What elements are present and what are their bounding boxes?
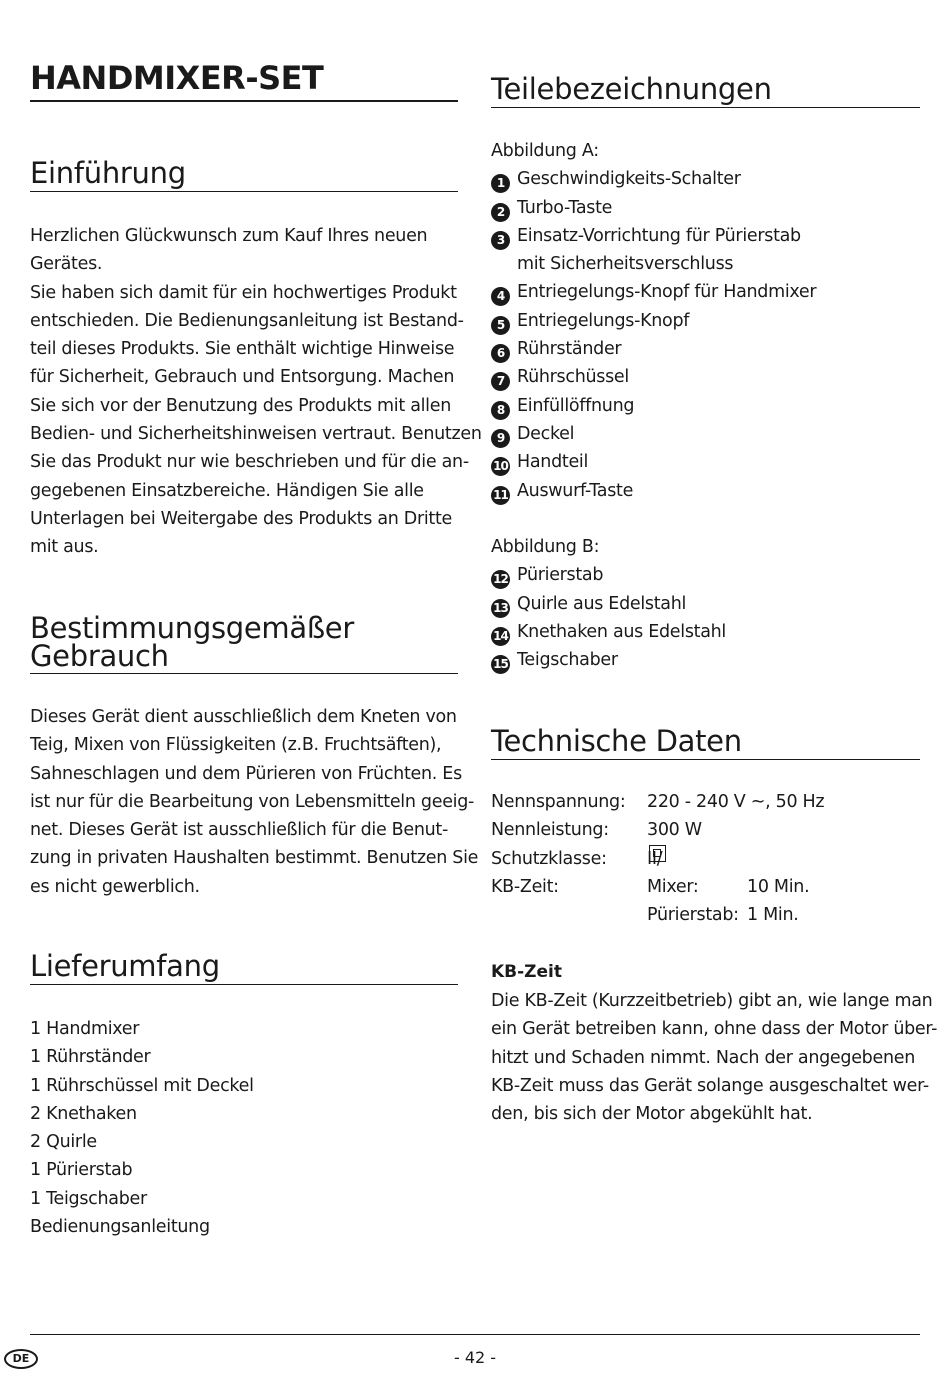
spec-value: 300 W: [647, 820, 702, 841]
list-item: 1 Rührschüssel mit Deckel: [30, 1075, 254, 1096]
text-line: mit aus.: [30, 537, 99, 558]
text-line: Sie haben sich damit für ein hochwertiges Produkt: [30, 282, 457, 303]
text-line: Sie das Produkt nur wie beschrieben und für die an-: [30, 452, 469, 473]
text-line: zung in privaten Haushalten bestimmt. Benutzen Sie: [30, 848, 479, 869]
number-badge: 11: [491, 486, 510, 505]
spec-row-class: [491, 845, 920, 873]
scope-list: [30, 1015, 458, 1241]
part-label: Teigschaber: [517, 650, 618, 671]
part-label: Handteil: [517, 452, 589, 473]
figure-a-label: Abbildung A:: [491, 141, 599, 161]
list-item: 2 Knethaken: [30, 1103, 137, 1124]
list-item: [491, 561, 920, 589]
part-label: Rührschüssel: [517, 367, 629, 388]
list-item: [491, 165, 920, 193]
part-label: Einsatz-Vorrichtung für Pürierstab: [517, 225, 801, 246]
part-label: Knethaken aus Edelstahl: [517, 621, 726, 642]
list-item: 2 Quirle: [30, 1132, 97, 1153]
part-label: Entriegelungs-Knopf für Handmixer: [517, 282, 817, 303]
list-item: [491, 278, 920, 306]
protection-class-ii-icon: [649, 845, 666, 862]
part-label: Auswurf-Taste: [517, 480, 634, 501]
kb-text: [491, 987, 938, 1128]
text-line: Sie sich vor der Benutzung des Produkts mit allen: [30, 395, 451, 416]
text-line: ist nur für die Bearbeitung von Lebensmitteln geeig-: [30, 791, 475, 812]
list-item: [491, 222, 920, 250]
text-line: für Sicherheit, Gebrauch und Entsorgung. Machen: [30, 367, 455, 388]
part-label: mit Sicherheitsverschluss: [517, 254, 734, 275]
number-badge: 1: [491, 174, 510, 193]
text-line: gegebenen Einsatzbereiche. Händigen Sie alle: [30, 480, 424, 501]
list-item: [491, 646, 920, 674]
text-line: Dieses Gerät dient ausschließlich dem Kneten von: [30, 707, 457, 727]
section-heading-scope: Lieferumfang: [30, 951, 458, 985]
text-line: es nicht gewerblich.: [30, 876, 200, 897]
parts-list-b: [491, 533, 920, 674]
number-badge: 8: [491, 401, 510, 420]
list-item: [491, 307, 920, 335]
kb-subheading: KB-Zeit: [491, 962, 562, 982]
number-badge: 10: [491, 457, 510, 476]
text-line: Herzlichen Glückwunsch zum Kauf Ihres neuen: [30, 226, 428, 246]
heading-line: Bestimmungsgemäßer: [30, 611, 354, 645]
number-badge: 13: [491, 599, 510, 618]
text-line: Gerätes.: [30, 254, 103, 275]
number-badge: 3: [491, 231, 510, 250]
section-heading-tech: Technische Daten: [491, 726, 920, 760]
intro-text: [30, 222, 482, 562]
text-line: hitzt und Schaden nimmt. Nach der angegebenen: [491, 1047, 916, 1068]
spec-label: Nennspannung:: [491, 792, 626, 812]
text-line: teil dieses Produkts. Sie enthält wichtige Hinweise: [30, 339, 455, 360]
number-badge: 14: [491, 627, 510, 646]
page-title: HANDMIXER-SET: [30, 58, 458, 102]
list-item: 1 Teigschaber: [30, 1188, 147, 1209]
text-line: Teig, Mixen von Flüssigkeiten (z.B. Fruchtsäften),: [30, 735, 442, 756]
text-line: Die KB-Zeit (Kurzzeitbetrieb) gibt an, wie lange man: [491, 991, 933, 1011]
tech-specs: [491, 788, 920, 929]
spec-value: 10 Min.: [747, 876, 810, 897]
text-line: Bedien- und Sicherheitshinweisen vertraut. Benutzen: [30, 424, 482, 445]
number-badge: 2: [491, 203, 510, 222]
part-label: Rührständer: [517, 339, 622, 360]
language-badge: DE: [4, 1349, 38, 1369]
list-item: [491, 363, 920, 391]
part-label: Deckel: [517, 423, 575, 444]
spec-label: Nennleistung:: [491, 820, 609, 841]
part-label: Quirle aus Edelstahl: [517, 593, 687, 614]
spec-value: II/: [647, 848, 663, 869]
list-item: [491, 448, 920, 476]
section-heading-intended-use: [30, 611, 458, 674]
text-line: KB-Zeit muss das Gerät solange ausgeschaltet wer-: [491, 1075, 929, 1096]
page-number: - 42 -: [453, 1348, 497, 1367]
text-line: net. Dieses Gerät ist ausschließlich für die Benut-: [30, 820, 449, 841]
spec-label: Schutzklasse:: [491, 848, 607, 869]
section-heading-intro: Einführung: [30, 158, 458, 192]
number-badge: 4: [491, 287, 510, 306]
list-item: [491, 420, 920, 448]
list-item: [491, 392, 920, 420]
number-badge: 7: [491, 372, 510, 391]
part-label: Geschwindigkeits-Schalter: [517, 169, 741, 190]
text-line: Unterlagen bei Weitergabe des Produkts an Dritte: [30, 508, 453, 529]
list-item: [491, 194, 920, 222]
number-badge: 6: [491, 344, 510, 363]
footer-divider: [30, 1334, 920, 1335]
spec-sublabel: Mixer:: [647, 876, 699, 897]
number-badge: 5: [491, 316, 510, 335]
part-label: Entriegelungs-Knopf: [517, 310, 690, 331]
spec-value: 1 Min.: [747, 905, 799, 926]
part-label: Pürierstab: [517, 565, 604, 586]
list-item: [491, 477, 920, 505]
spec-row-kb-stab: [491, 901, 920, 929]
list-item: 1 Pürierstab: [30, 1160, 133, 1181]
part-label: Einfüllöffnung: [517, 395, 635, 416]
text-line: den, bis sich der Motor abgekühlt hat.: [491, 1104, 813, 1125]
spec-row-power: [491, 816, 920, 844]
list-item: [491, 335, 920, 363]
number-badge: 9: [491, 429, 510, 448]
list-item: Bedienungsanleitung: [30, 1217, 210, 1238]
spec-row-voltage: [491, 788, 920, 816]
spec-sublabel: Pürierstab:: [647, 905, 739, 926]
parts-list: [491, 137, 920, 505]
spec-label: KB-Zeit:: [491, 876, 559, 897]
number-badge: 15: [491, 655, 510, 674]
spec-row-kb-mixer: [491, 873, 920, 901]
heading-line: Gebrauch: [30, 639, 169, 673]
text-line: ein Gerät betreiben kann, ohne dass der Motor über-: [491, 1019, 938, 1040]
text-line: entschieden. Die Bedienungsanleitung ist Bestand-: [30, 310, 464, 331]
part-label: Turbo-Taste: [517, 197, 613, 218]
list-item: 1 Handmixer: [30, 1019, 140, 1039]
list-item: [491, 590, 920, 618]
list-item: [491, 250, 920, 278]
intended-use-text: [30, 703, 479, 901]
text-line: Sahneschlagen und dem Pürieren von Früchten. Es: [30, 763, 462, 784]
section-heading-parts: Teilebezeichnungen: [491, 74, 920, 108]
list-item: [491, 618, 920, 646]
number-badge: 12: [491, 570, 510, 589]
figure-b-label: Abbildung B:: [491, 537, 600, 557]
spec-value: 220 - 240 V ~, 50 Hz: [647, 792, 825, 812]
list-item: 1 Rührständer: [30, 1047, 151, 1068]
